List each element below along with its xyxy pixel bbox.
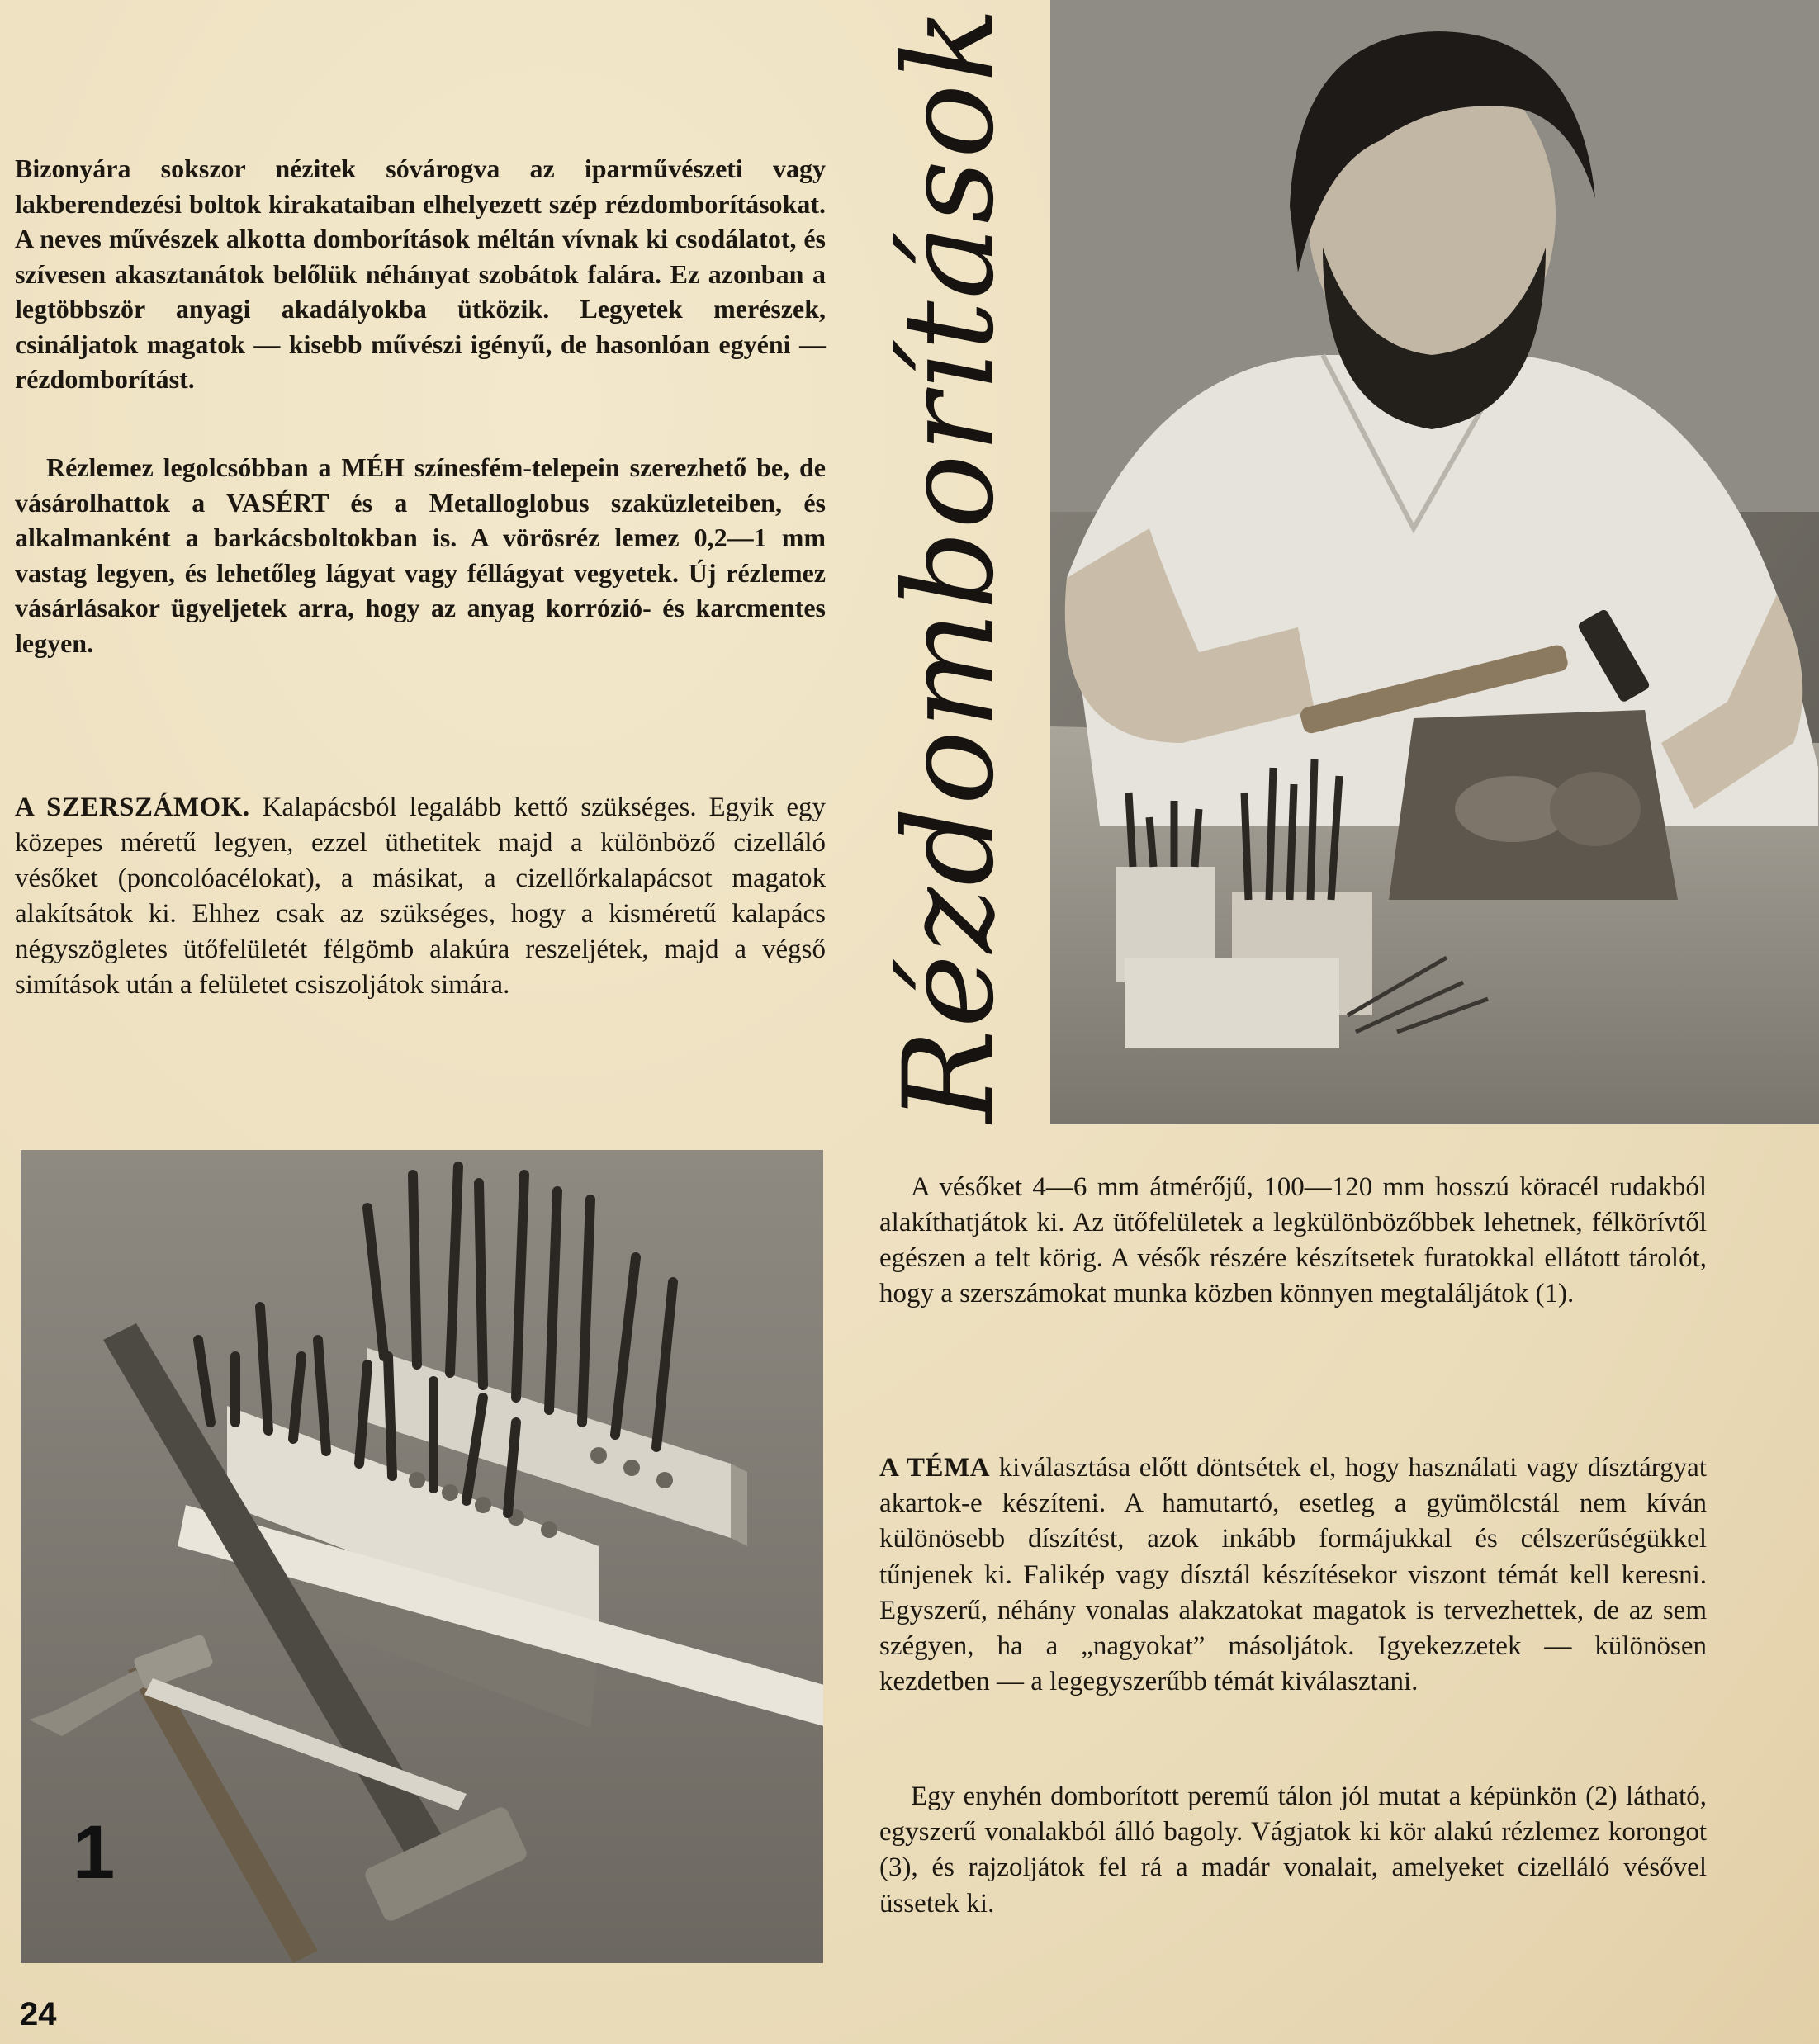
photo-tools (21, 1150, 823, 1963)
photo-man-working-image (1050, 0, 1819, 1124)
theme-paragraph (879, 1450, 1707, 1700)
photo-tools-image (21, 1150, 823, 1963)
tools-paragraph (15, 790, 826, 1003)
tools-lead: A SZERSZÁMOK. (15, 793, 250, 822)
figure-number: 1 (73, 1810, 116, 1895)
chisels-paragraph: A vésőket 4—6 mm átmérőjű, 100—120 mm hosszú köracél rudakból alakíthatjátok ki. Az ütőfelületek a legkülönbözőbbek lehetnek, félkörívtől egészen a telt körig. A vésők részére készítsetek furatokkal ellátott tárolót, hogy a szerszámokat munka közben könnyen megtaláljátok (1). (879, 1172, 1707, 1308)
theme-text: kiválasztása előtt döntsétek el, hogy használati vagy dísztárgyat akartok-e készíteni. A hamutartó, esetleg a gyümölcstál nem kíván különösebb díszítést, azok inkább formájukkal és célszerűségükkel tűnjenek ki. Falikép vagy dísztál készítésekor viszont témát kell keresni. Egyszerű, néhány vonalas alakzatokat magatok is tervezhettek, de az sem szégyen, ha a „nagyokat” másoljátok. Igyekezzetek — különösen kezdetben — a legegyszerűbb témát kiválasztani. (879, 1453, 1707, 1697)
theme-lead: A TÉMA (879, 1453, 991, 1483)
owl-paragraph: Egy enyhén domborított peremű tálon jól mutat a képünkön (2) látható, egyszerű vonalakból álló bagoly. Vágjatok ki kör alakú rézlemez korongot (3), és rajzoljátok fel rá a madár vonalait, amelyeket cizelláló vésővel üssetek ki. (879, 1781, 1707, 1919)
page-number: 24 (20, 1996, 57, 2032)
intro-paragraph: Bizonyára sokszor nézitek sóvárogva az iparművészeti vagy lakberendezési boltok kirakataiban elhelyezett szép rézdomborításokat. A neves művészek alkotta domborítások méltán vívnak ki csodálatot, és szívesen akasztanátok belőlük néhányat szobátok falára. Ez azonban a legtöbbször anyagi akadályokba ütközik. Legyetek merészek, csináljatok magatok — kisebb művészi igényű, de hasonlóan egyéni — rézdomborítást. (15, 154, 826, 394)
sheet-paragraph: Rézlemez legolcsóbban a MÉH színesfém-telepein szerezhető be, de vásárolhattok a VASÉRT és a Metalloglobus szaküzleteiben, és alkalmanként a barkácsboltokban is. A vörösréz lemez 0,2—1 mm vastag legyen, és lehetőleg lágyat vagy féllágyat vegyetek. Új rézlemez vásárlásakor ügyeljetek arra, hogy az anyag korrózió- és karcmentes legyen. (15, 452, 826, 658)
article-title: Rézdomborítások (878, 5, 1021, 1123)
photo-man-working (1050, 0, 1819, 1124)
tools-text: Kalapácsból legalább kettő szükséges. Egyik egy közepes méretű legyen, ezzel üthetitek majd a különböző cizelláló vésőket (poncolóacélokat), a másikat, a cizellőrkalapácsot magatok alakítsátok ki. Ehhez csak az szükséges, hogy a kisméretű kalapács négyszögletes ütőfelületét félgömb alakúra reszeljétek, majd a végső simítások után a felületet csiszoljátok simára. (15, 793, 826, 1000)
